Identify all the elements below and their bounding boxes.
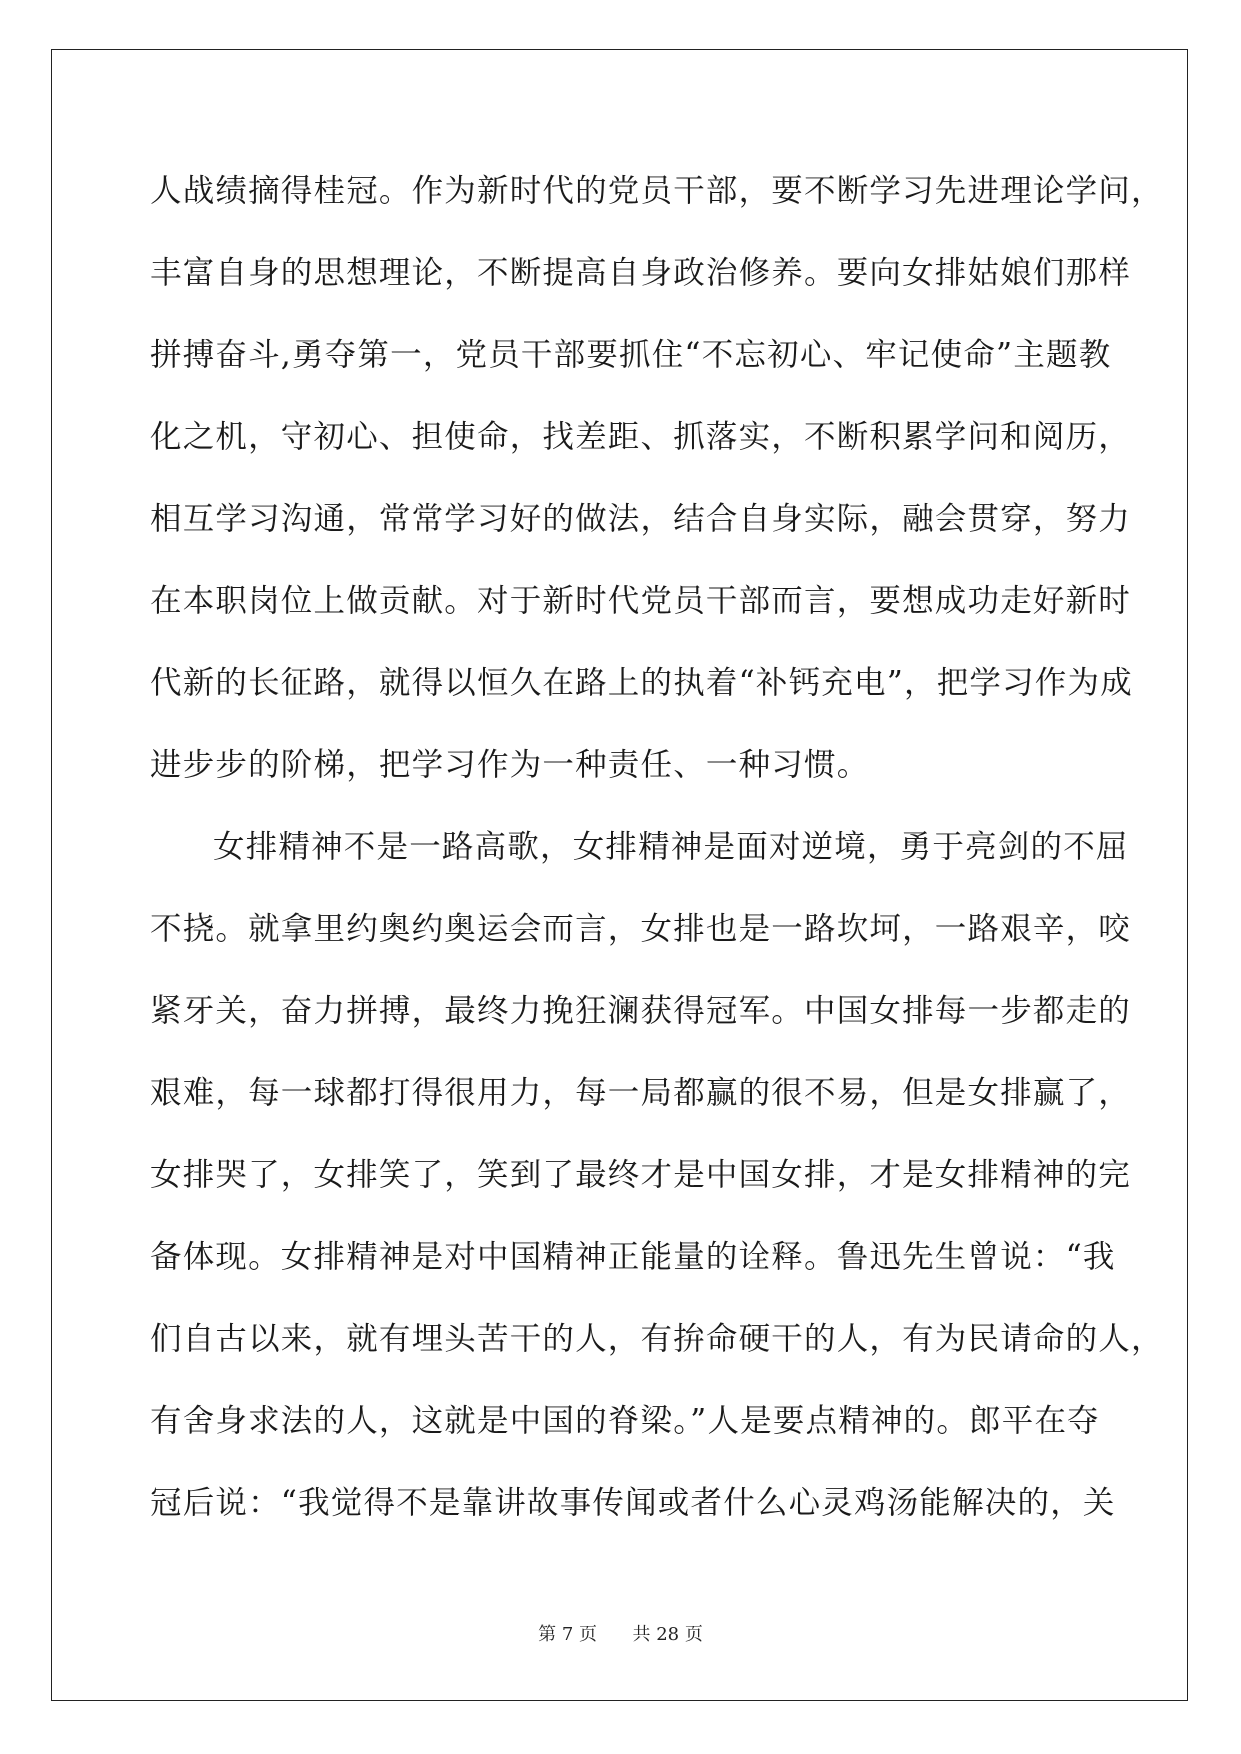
- text-line-5: 相互学习沟通，常常学习好的做法，结合自身实际，融会贯穿，努力: [150, 501, 1132, 537]
- page-number: 第 7 页: [538, 1624, 598, 1645]
- text-line-4: 化之机，守初心、担使命，找差距、抓落实，不断积累学问和阅历，: [150, 419, 1132, 455]
- total-pages: 共 28 页: [632, 1624, 703, 1645]
- text-line-17: 冠后说：“我觉得不是靠讲故事传闻或者什么心灵鸡汤能解决的，关: [150, 1485, 1116, 1521]
- text-line-14: 备体现。女排精神是对中国精神正能量的诠释。鲁迅先生曾说：“我: [150, 1239, 1116, 1275]
- text-line-6: 在本职岗位上做贡献。对于新时代党员干部而言，要想成功走好新时: [150, 583, 1132, 619]
- text-line-12: 艰难，每一球都打得很用力，每一局都赢的很不易，但是女排赢了，: [150, 1075, 1132, 1111]
- text-line-15: 们自古以来，就有埋头苦干的人，有拚命硬干的人，有为民请命的人，: [150, 1321, 1164, 1357]
- text-line-10: 不挠。就拿里约奥约奥运会而言，女排也是一路坎坷，一路艰辛，咬: [150, 911, 1132, 947]
- text-line-3: 拼搏奋斗,勇夺第一，党员干部要抓住“不忘初心、牢记使命”主题教: [150, 337, 1112, 373]
- document-body: [150, 150, 1164, 1544]
- page-footer: [0, 1620, 1241, 1646]
- text-line-11: 紧牙关，奋力拼搏，最终力挽狂澜获得冠军。中国女排每一步都走的: [150, 993, 1132, 1029]
- text-line-9-paragraph-start: 女排精神不是一路高歌，女排精神是面对逆境，勇于亮剑的不屈: [213, 829, 1129, 865]
- text-line-2: 丰富自身的思想理论，不断提高自身政治修养。要向女排姑娘们那样: [150, 255, 1132, 291]
- text-line-7: 代新的长征路，就得以恒久在路上的执着“补钙充电”，把学习作为成: [150, 665, 1133, 701]
- text-line-16: 有舍身求法的人，这就是中国的脊梁。”人是要点精神的。郎平在夺: [150, 1403, 1100, 1439]
- text-line-1: 人战绩摘得桂冠。作为新时代的党员干部，要不断学习先进理论学问，: [150, 173, 1164, 209]
- text-line-13: 女排哭了，女排笑了，笑到了最终才是中国女排，才是女排精神的完: [150, 1157, 1132, 1193]
- text-line-8: 进步步的阶梯，把学习作为一种责任、一种习惯。: [150, 747, 870, 783]
